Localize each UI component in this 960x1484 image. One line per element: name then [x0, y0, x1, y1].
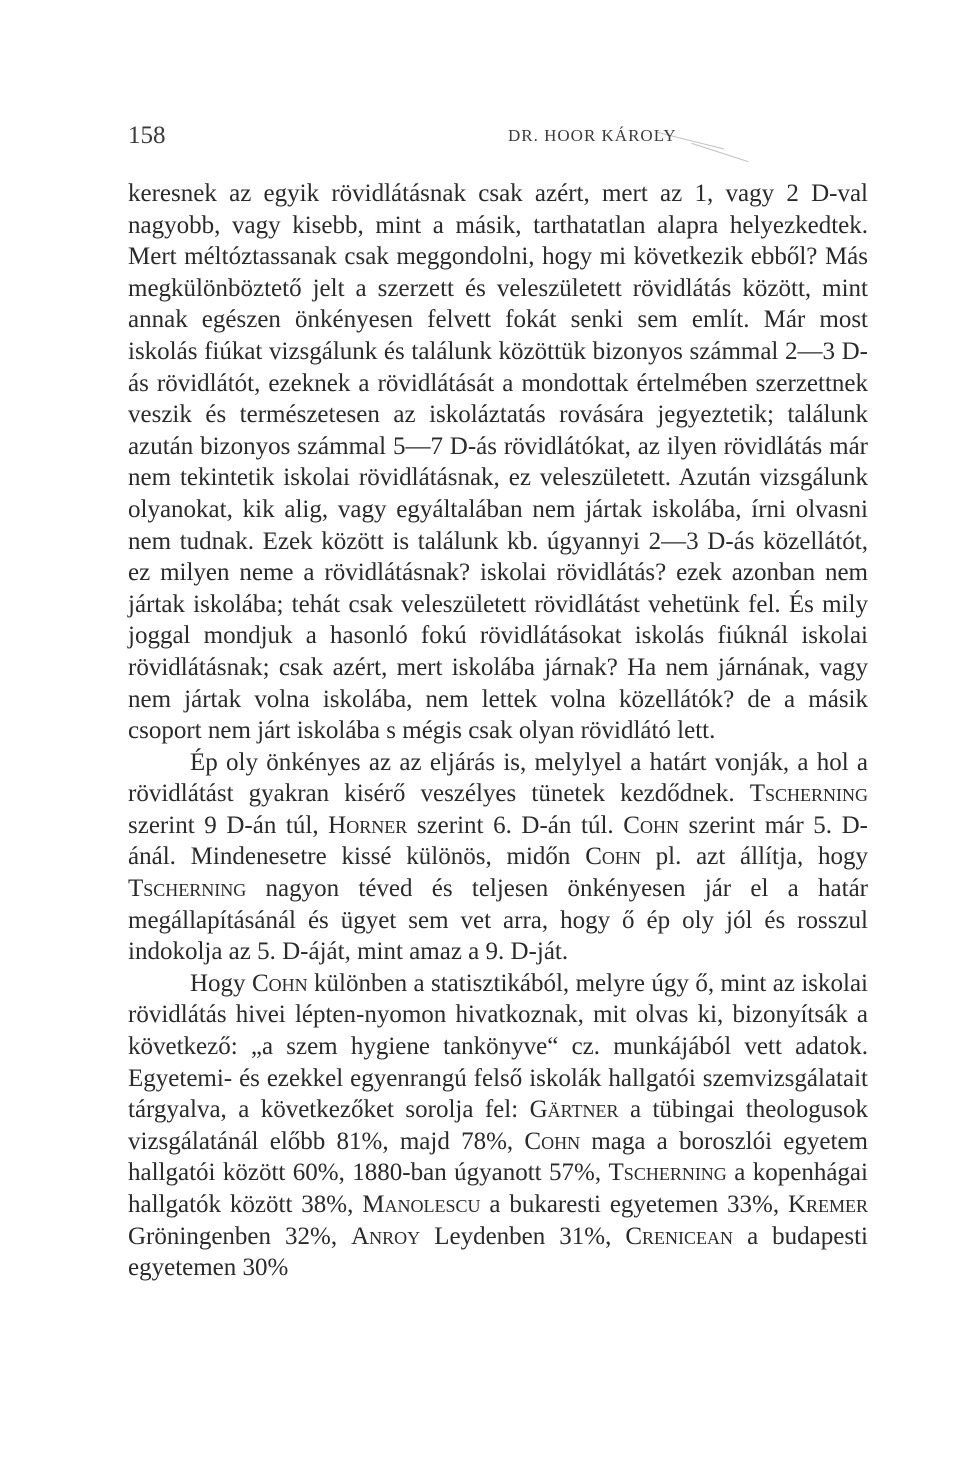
author-name: Cohn: [524, 1127, 581, 1155]
text-run: szerint 9 D-án túl,: [128, 811, 329, 839]
paragraph-1-text: keresnek az egyik rövidlátásnak csak azért, mert az 1, vagy 2 D-val nagyobb, vagy kisebb, mint a másik, tarthatatlan alapra helyezkedtek. Mert méltóztassanak csak meggondolni, hogy mi következik ebből? Más megkülönböztető jelt a szerzett és veleszületett rövidlátás között, mint annak egészen önkényesen felvett fokát senki sem említ. Már most iskolás fiúkat vizsgálunk és találunk közöttük bizonyos számmal 2—3 D-ás rövidlátót, ezeknek a rövidlátását a mondottak értelmében szerzettnek veszik és természetesen az iskoláztatás rovására jegyeztetik; találunk azután bizonyos számmal 5—7 D-ás rövidlátókat, az ilyen rövidlátás már nem tekintetik iskolai rövidlátásnak, ez veleszületett. Azután vizsgálunk olyanokat, kik alig, vagy egyáltalában nem jártak iskolába, írni olvasni nem tudnak. Ezek között is találunk kb. úgyannyi 2—3 D-ás közellátót, ez milyen neme a rövidlátásnak? iskolai rövidlátás? ezek azonban nem jártak iskolába; tehát csak veleszületett rövidlátást vehetünk fel. És mily joggal mondjuk a hasonló fokú rövidlátásokat iskolás fiúknál iskolai rövidlátásnak; csak azért, mert iskolába járnak? Ha nem járnának, vagy nem jártak volna iskolába, nem lettek volna közellátók? de a másik csoport nem járt iskolába s mégis csak olyan rövidlátó lett.: [128, 180, 868, 745]
text-run: különben a statisztikából, melyre úgy ő, mint az iskolai rövidlátás hivei lépten-nyomon hivatkoznak, mit olvas ki, bizonyítsák a következő: „a szem hygiene tankönyve“ cz. munkájából vett adatok. Egyetemi- és ezekkel egyenrangú felső iskolák hallgatói szemvizsgálatait tárgyalva, a következőket sorolja fel:: [128, 969, 868, 1124]
page-number: 158: [128, 122, 166, 149]
body-text: [128, 178, 868, 1284]
text-run: Gröningenben 32%,: [128, 1222, 352, 1250]
running-head: [128, 122, 848, 152]
text-run: Hogy: [190, 969, 252, 997]
running-head-author: DR. HOOR KÁROLY: [508, 126, 677, 145]
text-run: a tübingai theologusok vizsgálatánál előbb 81%, majd 78%,: [128, 1096, 869, 1155]
text-run: maga a boroszlói egyetem hallgatói között 60%, 1880-ban úgyanott 57%,: [128, 1127, 868, 1187]
text-run: a kopenhágai hallgatók között 38%,: [128, 1159, 868, 1218]
text-run: szerint már 5. D-ánál. Mindenesetre kissé különös, midőn: [128, 811, 868, 871]
text-run: Leydenben 31%,: [420, 1222, 626, 1250]
paragraph-3: [128, 968, 868, 1284]
author-name: Kremer: [787, 1191, 869, 1218]
text-run: Ép oly önkényes az az eljárás is, melylyel a határt vonják, a hol a rövidlátást gyakran kisérő veszélyes tünetek kezdődnek.: [128, 748, 868, 808]
author-name: Manolescu: [362, 1191, 481, 1218]
text-run: a bukaresti egyetemen 33%,: [480, 1191, 788, 1218]
author-name: Tscherning: [749, 780, 868, 808]
text-run: pl. azt állítja, hogy: [640, 843, 868, 871]
text-run: nagyon téved és teljesen önkényesen jár el a határ megállapításánál és ügyet sem vet arra, hogy ő ép oly jól és rosszul indokolja az 5. D-áját, mint amaz a 9. D-ját.: [128, 875, 868, 966]
author-name: Cohn: [251, 969, 308, 997]
author-name: Horner: [328, 811, 408, 839]
author-name: Anroy: [351, 1222, 421, 1250]
paragraph-1: [128, 178, 868, 747]
author-name: Tscherning: [128, 875, 247, 903]
author-name: Cohn: [623, 811, 679, 839]
paragraph-2: [128, 747, 868, 968]
author-name: Gärtner: [529, 1096, 619, 1124]
text-run: a budapesti egyetemen 30%: [128, 1222, 868, 1282]
author-name: Cohn: [585, 843, 641, 871]
author-name: Crenicean: [625, 1222, 734, 1250]
author-name: Tscherning: [608, 1159, 727, 1187]
text-run: szerint 6. D-án túl.: [407, 811, 624, 839]
